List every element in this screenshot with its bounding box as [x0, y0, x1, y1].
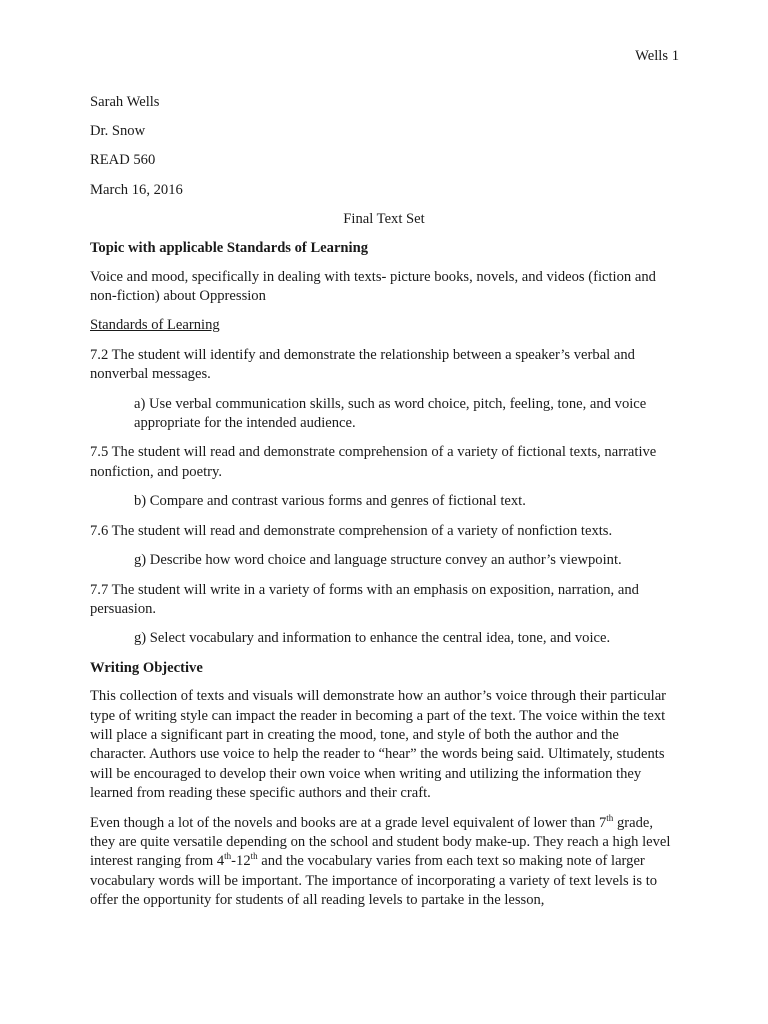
- standard-7-5: 7.5 The student will read and demonstrate comprehension of a variety of fictional texts, narrative nonfiction, and poetry.: [90, 444, 657, 480]
- writing-objective-paragraph-1: This collection of texts and visuals will demonstrate how an author’s voice through their particular type of writing style can impact the reader in becoming a part of the text. The voice within the text will place a significant part in creating the mood, tone, and style of both the author and the character. Authors use voice to help the reader to “hear” the words being said. Ultimately, students will be encouraged to develop their own voice when writing and utilizing the information they learned from reading these specific authors and their craft.: [90, 688, 667, 802]
- paragraph-2-part-4: and the vocabulary varies from each text so making note of larger vocabulary words will be important. The importance of incorporating a variety of text levels is to offer the opportunity for students of all reading levels to partake in the lesson,: [90, 853, 658, 909]
- topic-heading: Topic with applicable Standards of Learning: [90, 240, 369, 257]
- document-title: Final Text Set: [343, 210, 425, 227]
- superscript-th-1: th: [606, 812, 614, 823]
- paragraph-2-part-3: -12: [231, 853, 251, 870]
- instructor-name: Dr. Snow: [90, 123, 146, 140]
- standard-7-7: 7.7 The student will write in a variety of forms with an emphasis on exposition, narration, and persuasion.: [90, 581, 639, 617]
- standard-7-5-sub: b) Compare and contrast various forms and genres of fictional text.: [134, 493, 526, 510]
- topic-text: Voice and mood, specifically in dealing with texts- picture books, novels, and videos (fiction and non-fiction) about Oppression: [90, 268, 656, 305]
- paragraph-2-part-2: grade, they are quite versatile depending on the school and student body make-up. They reach a high level interest ranging from 4: [90, 814, 671, 870]
- standard-7-7-sub: g) Select vocabulary and information to enhance the central idea, tone, and voice.: [134, 630, 611, 647]
- standards-heading: [90, 316, 678, 335]
- standard-7-2: 7.2 The student will identify and demonstrate the relationship between a speaker’s verbal and nonverbal messages.: [90, 346, 635, 383]
- writing-objective-paragraph-2: [90, 814, 678, 911]
- document-date: March 16, 2016: [90, 181, 183, 198]
- author-name: Sarah Wells: [90, 94, 160, 110]
- document-body: [90, 93, 678, 921]
- standard-7-6: 7.6 The student will read and demonstrate comprehension of a variety of nonfiction texts.: [90, 522, 613, 539]
- standard-7-6-sub: g) Describe how word choice and language structure convey an author’s viewpoint.: [134, 552, 622, 569]
- superscript-th-3: th: [250, 851, 258, 862]
- paragraph-2-part-1: Even though a lot of the novels and books are at a grade level equivalent of lower than 7: [90, 814, 607, 831]
- standard-7-2-sub: a) Use verbal communication skills, such as word choice, pitch, feeling, tone, and voice appropriate for the intended audience.: [134, 395, 647, 432]
- superscript-th-2: th: [224, 851, 232, 862]
- running-head: Wells 1: [635, 48, 679, 64]
- standards-heading-text: Standards of Learning: [90, 317, 220, 334]
- course-name: READ 560: [90, 152, 156, 169]
- writing-objective-heading: Writing Objective: [90, 659, 203, 676]
